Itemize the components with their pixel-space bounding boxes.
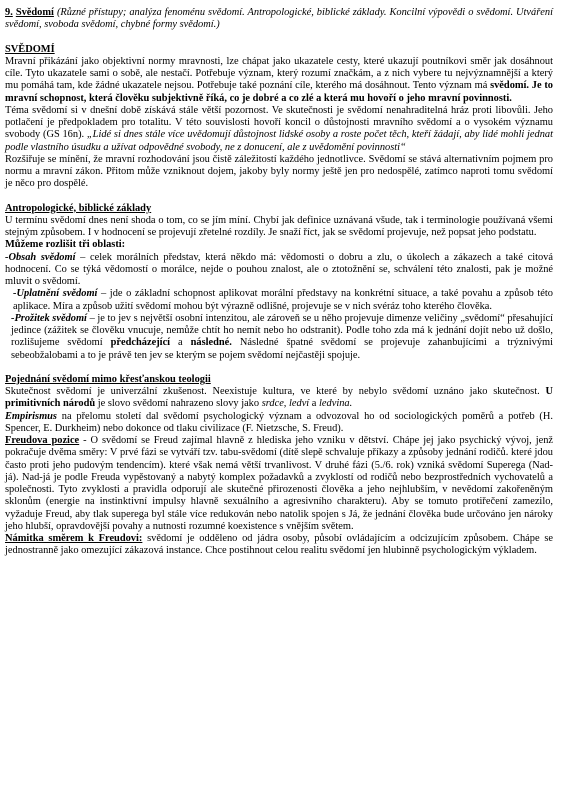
area-uplatneni (5, 288, 553, 313)
paragraph-3: Rozšiřuje se mínění, že mravní rozhodování jsou čistě záležitostí každého jednotlivce. Svědomí se stává alternativním pojmem pro normu a mravní zákon. Přitom může vzniknout dojem, jakoby byly normy ještě jen pro nedospělé, zatímco naproti tomu svědomí je něco pro dospělé. (5, 153, 553, 190)
area-obsah-label: -Obsah svědomí (5, 251, 76, 263)
empirismus-text: na přelomu století dal svědomí psychologický význam a odvozoval ho od sociologických poměrů a potřeb (H. Spencer, E. Durkheim) nebo dokonce od tlaku civilizace (F. Nietzsche, S. Freud). (5, 410, 553, 434)
paragraph-2 (5, 105, 553, 154)
three-areas-lead: Můžeme rozlišit tři oblasti: (5, 239, 126, 251)
paragraph-5 (5, 386, 553, 411)
term-srdce-ledvi: srdce, ledví (261, 398, 310, 410)
section-subtitle: (Různé přístupy; analýza fenoménu svědomí. Antropologické, biblické základy. Koncilní výpovědi o svědomí. Utváření svědomí, svoboda svědomí, chybné formy svědomí.) (5, 7, 553, 31)
area-prozitek-tail: Následné špatné svědomí se projevuje zahanbujícími a trýznivými sebeobžalobami a to je právě ten jev se kterým se pojem svědomí nejčastěji spojuje. (11, 337, 553, 361)
definition-bold: svědomí. Je to mravní schopnost, která člověku subjektivně říká, co je dobré a co zlé a která mu hovoří o jeho mravní povinnosti. (5, 80, 554, 104)
empirismus-label: Empirismus (5, 410, 57, 422)
paragraph-freud (5, 435, 553, 533)
section-label: Svědomí (15, 7, 54, 18)
section-number: 9. (5, 7, 13, 18)
area-obsah (5, 252, 553, 289)
area-uplatneni-label: -Uplatnění svědomí (13, 288, 98, 300)
freud-label: Freudova pozice (5, 435, 80, 446)
primitive-nations: U primitivních národů (5, 386, 553, 410)
paragraph-1 (5, 56, 553, 105)
term-predchazejici: předcházející (110, 337, 171, 349)
paragraph-5-mid: je slovo svědomí nahrazeno slovy jako (95, 398, 262, 410)
council-quote: „Lidé si dnes stále více uvědomují důstojnost lidské osoby a roste počet těch, kteří žádají, aby lidé mohli jednat podle vlastního úsudku a užívat odpovědné svobody, ne z donucení, ale z uvědomění povinnosti“ (5, 129, 553, 153)
heading-svedomi: SVĚDOMÍ (5, 43, 55, 55)
paragraph-5-text: Skutečnost svědomí je univerzální zkušenost. Neexistuje kultura, ve které by nebylo svědomí uznáno jako skutečnost. (5, 386, 546, 397)
paragraph-5-and: a (309, 398, 320, 410)
term-ledvina: ledvina. (319, 398, 353, 410)
area-uplatneni-text: – jde o základní schopnost aplikovat morální představy na konkrétní situace, a také povahu a způsob této aplikace. Míra a způsob užití svědomí mohou být výrazně odlišné, projevuje se v nich svéráz toho kterého člověka. (13, 288, 554, 312)
freud-text: - O svědomí se Freud zajímal hlavně z hlediska jeho vzniku v dětství. Chápe jej jako psychický vývoj, jenž pokračuje dvěma směry: V prvé fázi se vytváří tzv. tabu-svědomí (dítě slepě schvaluje příkazy a způsoby jednání rodičů. které jdou často proti jeho pudovým tendencím). které však nemá větší trvanlivost. V druhé fázi (5./6. rok) vzniká svědomí Superega (Nad-já). Nad-já je podle Freuda vypěstovaný a nabytý komplex požadavků a zvyklostí od rodičů nebo bezprostředních vychovatelů a společnosti. Tyto zvyklosti a pravidla odporují ale skutečné přirozenosti člověka a jeho nejhlubším, v nevědomí zakořeněným sklonům (energie na instinktivní impulsy hlavně sexuálního a agresivního charakteru). Aby se tomuto protiřečení zamezilo, vyžaduje Freud, aby tlak superega byl stále více redukován nebo natolik spojen s Já, že jednání člověka bude určováno jen nároky jeho hlubší, opravdovější povahy a nutnosti rozumné koexistence s vnějším světem. (5, 435, 553, 532)
heading-mimo-teologii: Pojednání svědomí mimo křesťanskou teologii (5, 373, 211, 385)
namitka-text: svědomí je odděleno od jádra osoby, působí ovládajícím a odcizujícím způsobem. Chápe se jednostranně jako omezující zákazová instance. Chce postihnout celou realitu svědomí jen hlubinně psychologickým výkladem. (5, 533, 553, 557)
term-nasledne: následné. (190, 337, 232, 349)
heading-antropologicke: Antropologické, biblické základy (5, 202, 152, 214)
area-obsah-text: – celek morálních představ, která někdo má: vědomosti o dobru a zlu, o úkolech a zákazech a také citová hodnocení. Co se týká vědomostí o morálce, nejde o pouhou znalost, ale o ztotožnění se, schválení této znalosti, pak je možné mluvit o svědomí. (5, 251, 553, 287)
page-title (5, 7, 553, 32)
area-prozitek-text: – je to jev s největší osobní intenzitou, ale zároveň se u něho projevuje dimenze veličiny „svědomí“ přesahující jedince (zážitek se člověku vnucuje, nemůže chtít ho nemít nebo ho odstranit). Podle toho zda má k jednání dojít nebo už došlo, rozlišujeme svědomí (11, 312, 553, 349)
area-prozitek (5, 313, 553, 362)
paragraph-2-text: Téma svědomí si v dnešní době získává stále větší pozornost. Ve skutečnosti je svědomí nenahraditelná hráz proti libovůli. Jeho potlačení je předpokladem pro totalitu. V této souvislosti hovoří koncil o důstojnosti mravního svědomí a o vysokém významu svobody (GS 16n). (5, 104, 553, 141)
paragraph-empirismus (5, 411, 553, 436)
term-connector: a (170, 337, 191, 349)
namitka-label: Námitka směrem k Freudovi: (5, 533, 143, 544)
paragraph-4: U termínu svědomí dnes není shoda o tom, co se jím míní. Chybí jak definice uznávaná všude, tak i terminologie používaná všemi stejným způsobem. I v hodnocení se projevují zřetelné rozdíly. Je snaží říct, jak se svědomí projevuje, než popsat jeho podstatu. (5, 214, 553, 238)
paragraph-namitka (5, 533, 553, 558)
paragraph-1-text: Mravní přikázání jako objektivní normy mravnosti, lze chápat jako ukazatele cesty, které ukazují poutníkovi směr jak dosáhnout cíle. Tyto ukazatele sami o sobě, ale nestačí. Potřebuje význam, který rozumí značkám, a z nich vybere tu nejvýznamnější a který mu pomáhá tam, kde žádné ukazatele nejsou. Potřebuje také poznání cíle, kterého má dosáhnout. Tento význam má (5, 55, 553, 92)
area-prozitek-label: -Prožitek svědomí (11, 312, 87, 324)
